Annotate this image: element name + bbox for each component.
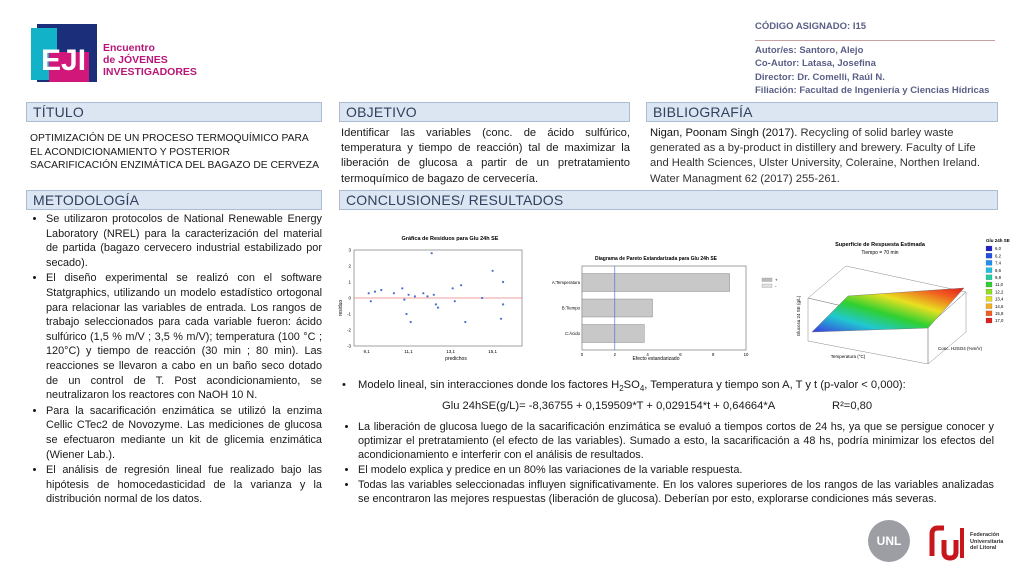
residual-point	[408, 294, 410, 296]
objetivo-header: OBJETIVO	[339, 102, 630, 122]
metodologia-list	[28, 212, 322, 508]
objetivo-text: Identificar las variables (conc. de ácido sulfúrico, temperatura y tiempo de reacción) tal de maximizar la liberación de glucosa a partir de un pretratamiento termoquímico de bagazo de cervecería.	[341, 127, 630, 185]
surface-zlabel: Glucosa 24 SE (g/L)	[796, 295, 801, 337]
surface-legend-swatch	[986, 282, 992, 287]
residuals-ytick: -2	[346, 327, 351, 333]
brand-line3: INVESTIGADORES	[103, 66, 197, 78]
director: Director: Dr. Comelli, Raúl N.	[755, 71, 885, 83]
residuals-ytick: 1	[348, 279, 351, 285]
metodologia-item: • El análisis de regresión lineal fue realizado bajo las hipótesis de homocedasticidad de la varianza y la distribución normal de los datos.	[46, 463, 322, 507]
assigned-code: CÓDIGO ASIGNADO: I15	[755, 21, 867, 32]
residuals-xtick: 15,1	[488, 349, 497, 354]
residuals-ytick: 0	[348, 295, 351, 301]
residual-point	[452, 287, 454, 289]
pareto-xtick: 4	[646, 352, 649, 357]
surface-legend-swatch	[986, 304, 992, 309]
residual-point	[374, 291, 376, 293]
residual-point	[414, 295, 416, 297]
residual-point	[435, 303, 437, 305]
surface-legend-swatch	[986, 275, 992, 280]
eji-logo-mark	[29, 22, 99, 84]
residuals-xtick: 9,1	[363, 349, 370, 354]
pareto-xtick: 6	[679, 352, 682, 357]
residual-point	[405, 313, 407, 315]
brand-line2: de JÓVENES	[103, 54, 168, 66]
residual-point	[500, 318, 502, 320]
residuals-xtick: 11,1	[404, 349, 413, 354]
conclusiones-model: • Modelo lineal, sin interacciones donde los factores $H_2SO_4$, Temperatura y tiempo son A, T y t (p-valor < 0,000):	[342, 379, 906, 394]
ful-line3: del Litoral	[970, 545, 997, 551]
residual-point	[380, 289, 382, 291]
model-r2: R²=0,80	[832, 400, 873, 412]
residual-point	[464, 321, 466, 323]
surface-3d	[796, 266, 983, 364]
titulo-header: TÍTULO	[26, 102, 322, 122]
metodologia-item: • Para la sacarificación enzimática se utilizó la enzima Cellic CTec2 de Novozyme. Las mediciones de glucosa se efectuaron mediante un kit de glicemia enzimática (Wiener Lab.).	[46, 404, 322, 462]
surface-legend-value: 8,6	[995, 267, 1001, 273]
eji-logo	[29, 22, 199, 86]
residuals-chart	[332, 228, 532, 364]
conclusion-item: • Todas las variables seleccionadas influyen significativamente. En los valores superiores de los rangos de las variables analizadas se encontraron las mejores respuestas (liberación de glucosa). Deberían por esto, explorarse condiciones más severas.	[358, 478, 994, 506]
residual-point	[502, 281, 504, 283]
surface-chart	[788, 236, 1020, 364]
surface-legend-title: Glu 24h SE	[986, 238, 1010, 243]
pareto-chart	[536, 252, 786, 364]
surface-legend-value: 14,6	[995, 303, 1004, 309]
conclusion-item: • El modelo explica y predice en un 80% las variaciones de la variable respuesta.	[358, 463, 994, 477]
residuals-ytick: -1	[346, 311, 351, 317]
residual-point	[481, 297, 483, 299]
pareto-xtick: 8	[712, 352, 715, 357]
residual-point	[401, 287, 403, 289]
pareto-xtick: 10	[743, 352, 749, 357]
pareto-category-label: B:Tiempo	[561, 305, 580, 311]
conclusion-item: • La liberación de glucosa luego de la sacarificación enzimática se evaluó a tiempos cortos de 24 hs, ya que se persigue conocer y optimizar el pretratamiento (el efecto de las variables). Sumado a esto, la sacarificación a 48 hs, podría minimizar los efectos del acondicionamiento e interferir con el análisis de resultados.	[358, 420, 994, 462]
titulo-text: OPTIMIZACIÓN DE UN PROCESO TERMOQUÍMICO PARA EL ACONDICIONAMIENTO Y POSTERIOR SACARIFICACIÓN ENZIMÁTICA DEL BAGAZO DE CERVEZA	[30, 133, 319, 171]
residual-point	[368, 292, 370, 294]
residuals-ytick: 3	[348, 247, 351, 253]
unl-logo-text: UNL	[876, 534, 902, 548]
brand-line1: Encuentro	[103, 42, 155, 54]
pareto-legend-label: +	[775, 277, 778, 283]
model-text-post: , Temperatura y tiempo son A, T y t (p-valor < 0,000):	[644, 379, 906, 391]
residual-point	[422, 292, 424, 294]
pareto-legend-swatch	[762, 278, 772, 282]
surface-legend-swatch	[986, 296, 992, 301]
surface-legend-swatch	[986, 311, 992, 316]
pareto-bar	[582, 274, 730, 292]
pareto-legend-swatch	[762, 284, 772, 288]
surface-legend-value: 12,2	[995, 289, 1004, 295]
model-text-pre: Modelo lineal, sin interacciones donde los factores H	[358, 379, 620, 391]
ful-logo	[924, 520, 1014, 564]
model-equation: Glu 24hSE(g/L)= -8,36755 + 0,159509*T + 0,029154*t + 0,64664*A	[442, 400, 776, 412]
residual-point	[370, 300, 372, 302]
authors: Autor/es: Santoro, Alejo	[755, 44, 864, 56]
surface-legend-value: 9,8	[995, 275, 1001, 280]
bibliografia-header: BIBLIOGRAFÍA	[646, 102, 998, 122]
bibliografia-body: Recycling of solid barley waste generated as a by-product in distillery and brewery. Faculty of Life and Health Sciences, Ulster University, Coleraine, Northen Ireland. Water Managment 62 (2017) 255-261.	[650, 127, 980, 185]
bibliografia-authors: Nigan, Poonam Singh (2017).	[650, 127, 798, 139]
residual-point	[403, 299, 405, 301]
surface-legend-value: 6,0	[995, 246, 1001, 252]
residual-point	[502, 303, 504, 305]
conclusiones-header: CONCLUSIONES/ RESULTADOS	[339, 190, 998, 210]
residual-point	[431, 252, 433, 254]
surface-legend-value: 6,2	[995, 253, 1001, 259]
residuals-ylabel: residuo	[338, 299, 344, 317]
model-sub1: 2	[619, 384, 624, 394]
surface-legend-swatch	[986, 260, 992, 265]
residual-point	[410, 321, 412, 323]
bibliografia-text	[650, 126, 996, 187]
affiliation: Filiación: Facultad de Ingeniería y Ciencias Hídricas	[755, 85, 990, 96]
surface-legend-value: 15,8	[995, 311, 1004, 316]
residuals-title: Gráfica de Residuos para Glu 24h SE	[401, 236, 499, 242]
surface-title: Superficie de Respuesta Estimada	[835, 242, 925, 248]
ful-logo-mark	[924, 520, 968, 564]
surface-legend-swatch	[986, 253, 992, 258]
surface-xlabel: Temperatura (°C)	[830, 354, 866, 359]
surface-legend-value: 17,0	[995, 318, 1004, 324]
pareto-xlabel: Efecto estandarizado	[632, 356, 680, 362]
residuals-ytick: 2	[348, 263, 351, 269]
surface-legend-value: 11,0	[995, 282, 1004, 288]
pareto-xtick: 2	[613, 352, 616, 357]
pareto-xtick: 0	[580, 352, 584, 357]
metodologia-item: • Se utilizaron protocolos de National Renewable Energy Laboratory (NREL) para la caracterización del material de partida (bagazo cervecero industrial estabilizado por secado).	[46, 212, 322, 270]
logo-letters: EJI	[41, 44, 87, 77]
ful-line1: Federación	[970, 532, 1000, 538]
metodologia-item: • El diseño experimental se realizó con el software Statgraphics, utilizando un modelo estadístico ortogonal para relacionar las variables de entrada. Los rangos de trabajo seleccionados para cada variable fueron: ácido sulfúrico (1,5 % m/V ; 3,5 % m/V); temperatura (100 °C ; 120°C) y tiempo de reacción (30 min ; 80 min). Las reacciones se llevaron a cabo en un baño seco dotado de un control de T. Post acondicionamiento, se neutralizaron los reactores con NaOH 10 N.	[46, 271, 322, 402]
residuals-xtick: 13,1	[446, 349, 455, 354]
model-sub2: 4	[639, 384, 645, 394]
residual-point	[393, 292, 395, 294]
residuals-xlabel: predichos	[445, 356, 467, 362]
residual-point	[437, 307, 439, 309]
surface-ylabel: Conc. H2SO4 (%m/V)	[937, 346, 983, 351]
pareto-title: Diagrama de Pareto Estandarizada para Glu 24h SE	[595, 256, 717, 262]
unl-logo	[868, 520, 910, 562]
pareto-legend-label: -	[775, 283, 777, 289]
residuals-ytick: -3	[346, 343, 351, 349]
surface-legend-swatch	[986, 289, 992, 294]
surface-legend-swatch	[986, 318, 992, 323]
pareto-bar	[582, 325, 644, 343]
surface-legend-swatch	[986, 246, 992, 251]
residual-point	[492, 270, 494, 272]
residual-point	[454, 300, 456, 302]
conclusiones-list	[342, 420, 994, 507]
surface-legend-value: 13,4	[995, 296, 1004, 302]
surface-subtitle: Tiempo = 70 min	[861, 250, 899, 256]
poster-meta	[755, 20, 1017, 98]
residual-point	[460, 284, 462, 286]
surface-legend-value: 7,4	[995, 260, 1001, 266]
model-text-mid: SO	[623, 379, 640, 391]
pareto-bar	[582, 299, 653, 317]
residual-point	[426, 295, 428, 297]
surface-legend-swatch	[986, 268, 992, 273]
ful-line2: Universitaria	[970, 538, 1004, 545]
coauthor: Co-Autor: Latasa, Josefina	[755, 58, 876, 69]
pareto-category-label: C:Ácido	[564, 331, 580, 336]
pareto-category-label: A:Temperatura	[551, 280, 580, 285]
metodologia-header: METODOLOGÍA	[26, 190, 322, 210]
residual-point	[433, 294, 435, 296]
